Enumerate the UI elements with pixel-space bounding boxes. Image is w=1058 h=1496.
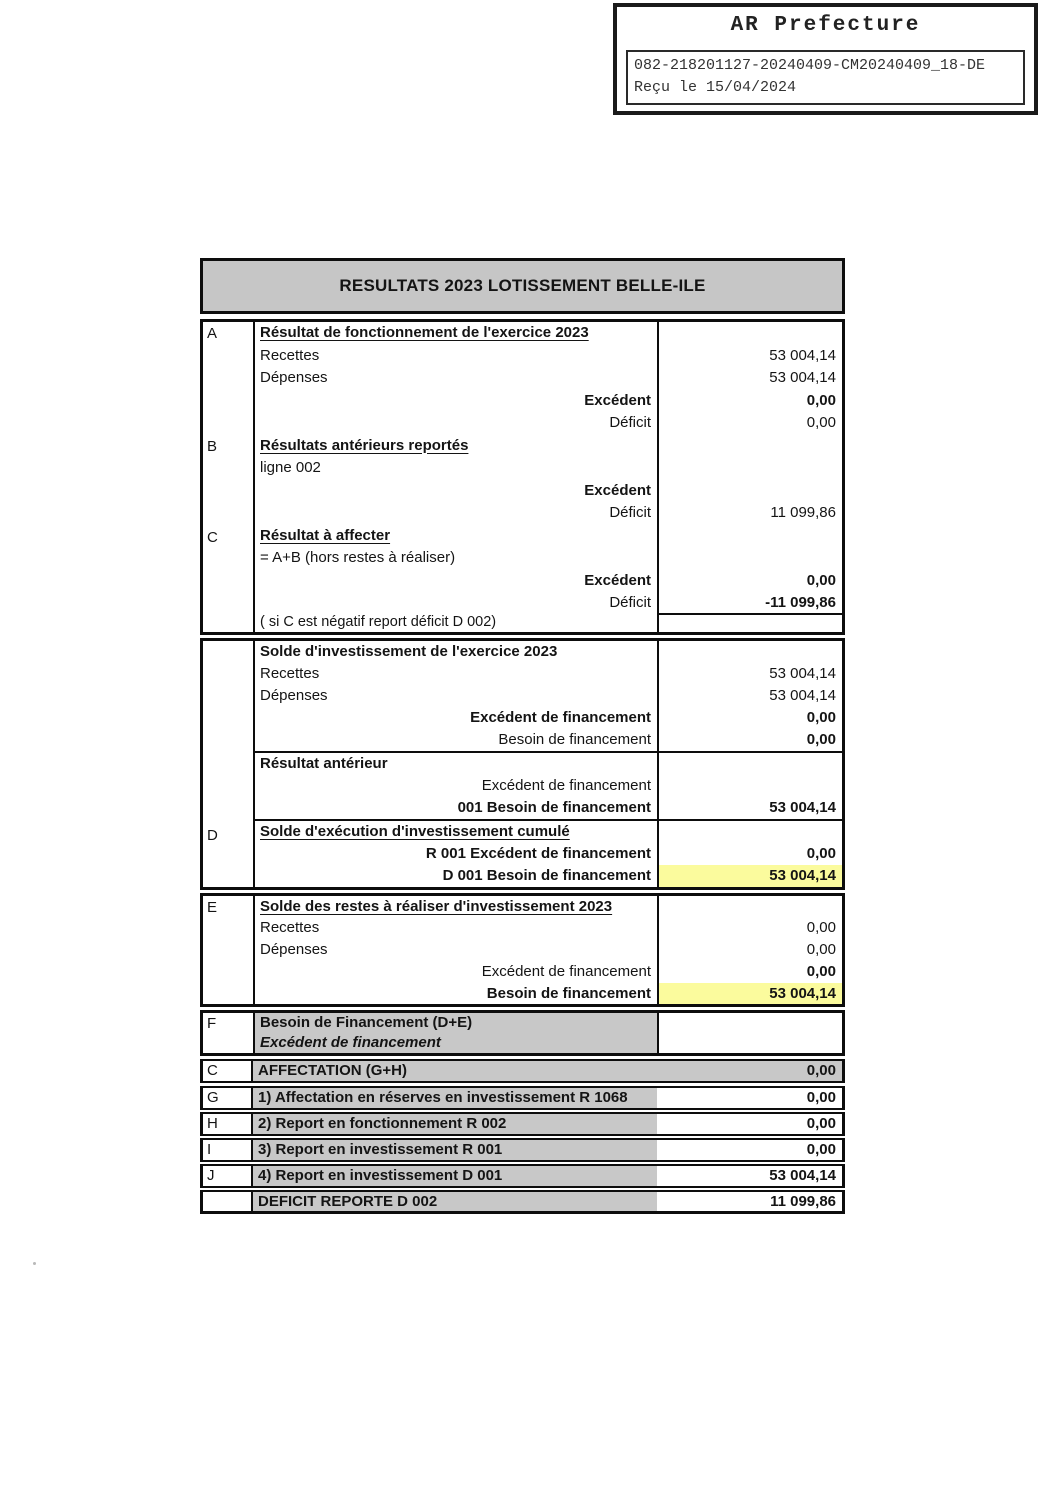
resultat-anterieur-subsection (255, 753, 842, 821)
table-row (255, 707, 842, 729)
row-letter-c2: C (203, 1061, 253, 1081)
excedent-label: Excédent (584, 481, 651, 499)
section-i-row (200, 1138, 845, 1162)
negative-report-note: ( si C est négatif report déficit D 002) (260, 614, 497, 630)
section-e-heading-row (255, 896, 842, 918)
stamp-reference: 082-218201127-20240409-CM20240409_18-DE (634, 57, 986, 74)
table-row (255, 961, 842, 983)
depenses-value: 0,00 (657, 939, 842, 961)
excedent-value (657, 480, 842, 503)
excedent-financement-label: Excédent de financement (481, 962, 651, 980)
excedent-financement-label: Excédent de financement (481, 776, 651, 794)
row-letter-e: E (207, 898, 218, 916)
table-row (255, 939, 842, 961)
affectation-label: AFFECTATION (G+H) (253, 1061, 657, 1081)
prefecture-stamp (613, 3, 1038, 115)
section-b-heading: Résultats antérieurs reportés (260, 436, 469, 454)
section-g-row (200, 1086, 845, 1110)
besoin-financement-de-label: Besoin de Financement (D+E) (255, 1013, 657, 1033)
excedent-financement-value (657, 775, 842, 797)
section-d-heading-row (255, 821, 842, 843)
recettes-label: Recettes (260, 346, 320, 364)
report-investissement-d001-label: 4) Report en investissement D 001 (253, 1166, 657, 1186)
d001-besoin-label: D 001 Besoin de financement (442, 866, 651, 884)
block-restes-a-realiser (200, 893, 845, 1008)
recettes-value: 0,00 (657, 917, 842, 939)
depenses-value: 53 004,14 (657, 685, 842, 707)
scan-artifact-dot (33, 1262, 36, 1265)
ligne-002-label: ligne 002 (260, 459, 321, 476)
section-d-subsection (255, 821, 842, 887)
section-d-heading: Solde d'exécution d'investissement cumulé (260, 822, 570, 840)
deficit-value: 0,00 (657, 412, 842, 435)
table-row (255, 480, 842, 503)
excedent-value: 0,00 (657, 570, 842, 593)
row-letter-g: G (203, 1088, 253, 1108)
table-row (255, 457, 842, 480)
deficit-reporte-row (200, 1190, 845, 1214)
table-row (255, 345, 842, 368)
formula-label: = A+B (hors restes à réaliser) (260, 549, 456, 566)
table-row (255, 547, 842, 570)
table-row (255, 685, 842, 707)
row-letter-a: A (207, 325, 218, 342)
depenses-label: Dépenses (260, 686, 328, 704)
letter-column (203, 896, 255, 1005)
deficit-value: -11 099,86 (657, 592, 842, 615)
besoin-financement-value-highlighted: 53 004,14 (657, 983, 842, 1005)
recettes-label: Recettes (260, 664, 320, 682)
block-besoin-financement (200, 1010, 845, 1056)
excedent-financement-label: Excédent de financement (470, 708, 651, 726)
depenses-value: 53 004,14 (657, 367, 842, 390)
table-row (255, 917, 842, 939)
deficit-value: 11 099,86 (657, 502, 842, 525)
excedent-financement-value: 0,00 (657, 961, 842, 983)
report-investissement-d001-value: 53 004,14 (657, 1166, 842, 1186)
section-a-heading: Résultat de fonctionnement de l'exercice 2023 (260, 324, 589, 341)
affectation-row (200, 1059, 845, 1083)
row-letter-f: F (207, 1015, 217, 1033)
table-title: RESULTATS 2023 LOTISSEMENT BELLE-ILE (200, 258, 845, 314)
table-row (255, 615, 842, 632)
deficit-reporte-label: DEFICIT REPORTE D 002 (253, 1192, 657, 1211)
letter-column (203, 1013, 255, 1053)
table-row (255, 570, 842, 593)
report-investissement-r001-label: 3) Report en investissement R 001 (253, 1140, 657, 1160)
table-row (255, 843, 842, 865)
table-row (255, 775, 842, 797)
report-fonctionnement-label: 2) Report en fonctionnement R 002 (253, 1114, 657, 1134)
excedent-label: Excédent (584, 391, 651, 409)
affectation-reserves-value: 0,00 (657, 1088, 842, 1108)
recettes-value: 53 004,14 (657, 663, 842, 685)
resultat-anterieur-heading: Résultat antérieur (260, 754, 388, 772)
letter-column (203, 641, 255, 887)
besoin-financement-001-value: 53 004,14 (657, 797, 842, 819)
table-row (255, 865, 842, 887)
excedent-financement-label: Excédent de financement (255, 1033, 657, 1053)
r001-excedent-label: R 001 Excédent de financement (425, 844, 651, 862)
table-row (255, 502, 842, 525)
row-letter-d: D (207, 826, 218, 844)
table-row (255, 729, 842, 751)
excedent-label: Excédent (584, 571, 651, 589)
deficit-reporte-value: 11 099,86 (657, 1192, 842, 1211)
row-letter-b: B (207, 438, 218, 455)
table-row (255, 663, 842, 685)
d001-besoin-value-highlighted: 53 004,14 (657, 865, 842, 887)
row-letter-i: I (203, 1140, 253, 1160)
section-h-row (200, 1112, 845, 1136)
section-c-heading-row (255, 525, 842, 548)
recettes-value: 53 004,14 (657, 345, 842, 368)
table-row (255, 753, 842, 775)
section-e-heading: Solde des restes à réaliser d'investissement 2023 (260, 897, 613, 915)
table-row (255, 641, 842, 663)
excedent-value: 0,00 (657, 390, 842, 413)
table-row (255, 1013, 842, 1033)
table-row (255, 592, 842, 615)
r001-excedent-value: 0,00 (657, 843, 842, 865)
recettes-label: Recettes (260, 919, 320, 937)
report-investissement-r001-value: 0,00 (657, 1140, 842, 1160)
row-letter-empty (203, 1192, 253, 1211)
table-row (255, 390, 842, 413)
deficit-label: Déficit (609, 594, 651, 611)
deficit-label: Déficit (609, 504, 651, 521)
affectation-reserves-label: 1) Affectation en réserves en investissement R 1068 (253, 1088, 657, 1108)
invest-exercice-heading: Solde d'investissement de l'exercice 2023 (260, 642, 558, 660)
stamp-received-date: Reçu le 15/04/2024 (634, 78, 797, 96)
besoin-financement-value: 0,00 (657, 729, 842, 751)
besoin-financement-001-label: 001 Besoin de financement (457, 798, 651, 816)
invest-exercice-subsection (255, 641, 842, 753)
section-b-heading-row (255, 435, 842, 458)
depenses-label: Dépenses (260, 369, 328, 386)
table-row (255, 983, 842, 1005)
section-c-heading: Résultat à affecter (260, 526, 391, 544)
table-row (255, 797, 842, 819)
block-investissement (200, 638, 845, 890)
besoin-financement-de-value (657, 1013, 842, 1033)
affectation-value: 0,00 (657, 1061, 842, 1081)
row-letter-c: C (207, 529, 218, 546)
besoin-financement-label: Besoin de financement (486, 984, 651, 1002)
depenses-label: Dépenses (260, 941, 328, 959)
row-letter-h: H (203, 1114, 253, 1134)
stamp-title: AR Prefecture (730, 14, 921, 37)
results-table (200, 258, 845, 1217)
deficit-label: Déficit (609, 414, 651, 431)
section-a-heading-row (255, 322, 842, 345)
letter-column (203, 322, 255, 632)
besoin-financement-label: Besoin de financement (498, 730, 651, 748)
table-row (255, 367, 842, 390)
block-functionnement (200, 319, 845, 635)
section-j-row (200, 1164, 845, 1188)
table-row (255, 412, 842, 435)
stamp-body (626, 50, 1025, 105)
report-fonctionnement-value: 0,00 (657, 1114, 842, 1134)
row-letter-j: J (203, 1166, 253, 1186)
excedent-financement-value: 0,00 (657, 707, 842, 729)
table-row (255, 1033, 842, 1053)
